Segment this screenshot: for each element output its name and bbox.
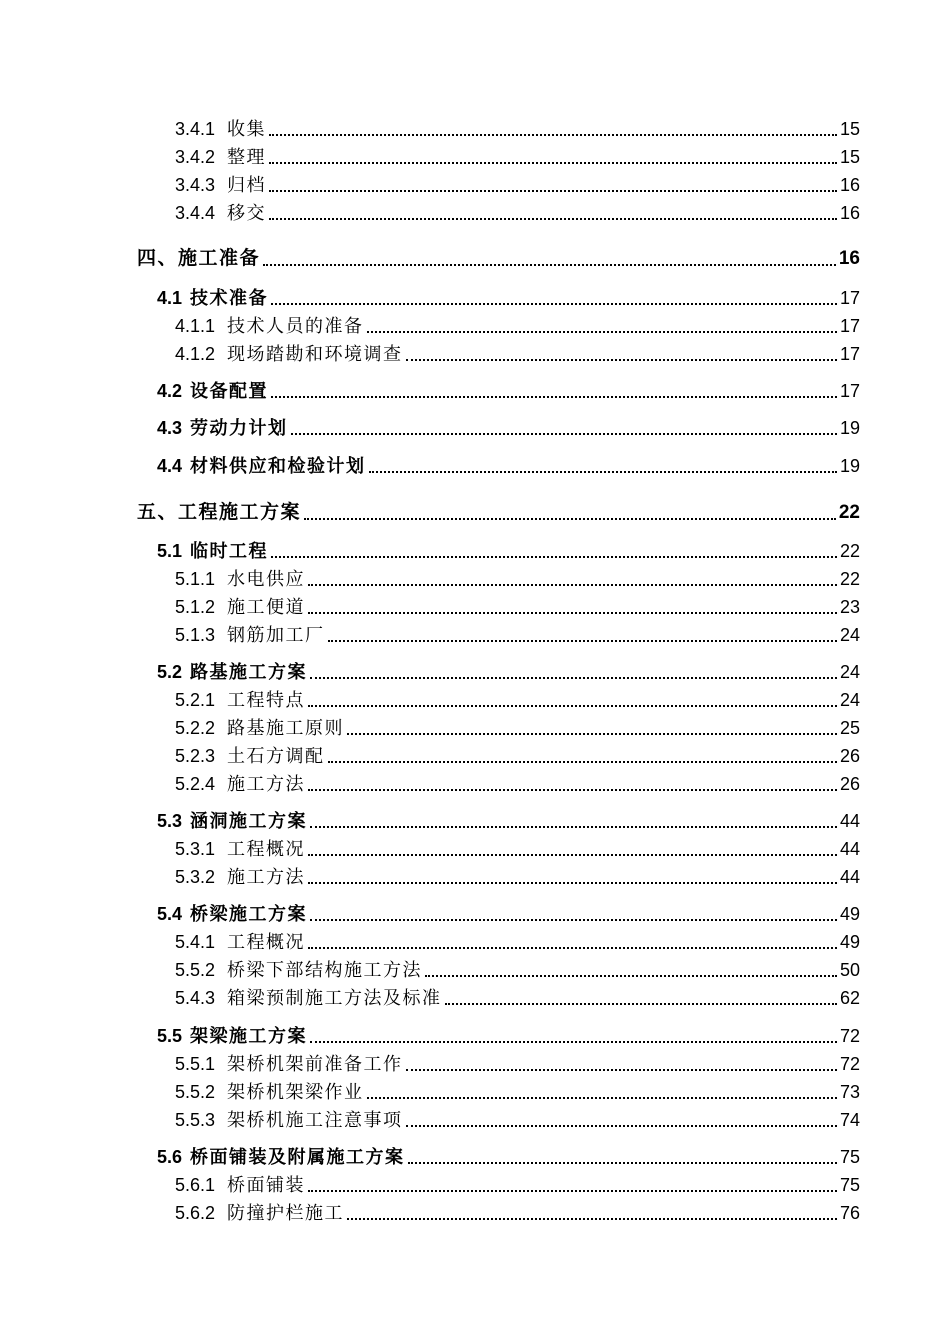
toc-entry-number: 5.4.1 — [175, 932, 216, 952]
dot-leader — [408, 1162, 837, 1164]
toc-entry-title: 架梁施工方案 — [190, 1026, 308, 1046]
toc-entry-title: 五、工程施工方案 — [137, 502, 302, 523]
toc-entry-title: 四、施工准备 — [137, 248, 261, 269]
toc-entry-number: 3.4.3 — [175, 175, 216, 195]
toc-entry-title: 架桥机架梁作业 — [227, 1082, 364, 1102]
dot-leader — [310, 826, 837, 828]
toc-entry-page-number: 26 — [839, 746, 860, 766]
toc-entry-number: 4.1.2 — [175, 344, 216, 364]
toc-entry-number: 5.1.2 — [175, 597, 216, 617]
toc-entry[interactable] — [157, 417, 860, 439]
dot-leader — [269, 190, 837, 192]
toc-entry-page-number: 16 — [839, 203, 860, 223]
toc-entry-number: 3.4.2 — [175, 147, 216, 167]
dot-leader — [328, 761, 837, 763]
dot-leader — [308, 947, 837, 949]
toc-entry-number: 5.3 — [157, 811, 183, 831]
toc-entry-number: 5.3.2 — [175, 867, 216, 887]
toc-entry-number: 3.4.1 — [175, 119, 216, 139]
toc-entry[interactable] — [175, 1053, 860, 1075]
dot-leader — [269, 162, 837, 164]
dot-leader — [291, 433, 837, 435]
toc-entry-page-number: 50 — [839, 960, 860, 980]
toc-entry[interactable] — [157, 380, 860, 402]
toc-entry-number: 5.2.2 — [175, 718, 216, 738]
toc-entry[interactable] — [137, 502, 860, 524]
toc-entry-page-number: 73 — [839, 1082, 860, 1102]
toc-entry-page-number: 23 — [839, 597, 860, 617]
toc-entry[interactable] — [175, 315, 860, 337]
toc-entry-page-number: 17 — [839, 344, 860, 364]
toc-entry[interactable] — [157, 540, 860, 562]
dot-leader — [308, 584, 837, 586]
toc-entry-page-number: 44 — [839, 867, 860, 887]
toc-entry-number: 4.4 — [157, 456, 183, 476]
toc-entry[interactable] — [137, 248, 860, 270]
toc-entry-title: 土石方调配 — [227, 746, 325, 766]
toc-entry-title: 收集 — [227, 119, 267, 139]
toc-entry-title: 劳动力计划 — [190, 418, 288, 438]
toc-entry-title: 路基施工方案 — [190, 662, 308, 682]
toc-entry-page-number: 17 — [839, 316, 860, 336]
toc-entry-page-number: 75 — [839, 1175, 860, 1195]
toc-entry[interactable] — [157, 903, 860, 925]
toc-entry[interactable] — [175, 174, 860, 196]
toc-entry[interactable] — [175, 931, 860, 953]
toc-entry-number: 5.5 — [157, 1026, 183, 1046]
toc-entry-number: 5.5.3 — [175, 1110, 216, 1130]
dot-leader — [308, 789, 837, 791]
toc-entry-number: 5.5.2 — [175, 1082, 216, 1102]
toc-entry-number: 4.2 — [157, 381, 183, 401]
toc-entry-page-number: 15 — [839, 119, 860, 139]
toc-entry-page-number: 24 — [839, 625, 860, 645]
dot-leader — [367, 331, 837, 333]
toc-entry-title: 现场踏勘和环境调查 — [227, 344, 403, 364]
toc-entry[interactable] — [175, 1174, 860, 1196]
toc-entry[interactable] — [175, 838, 860, 860]
toc-entry-title: 归档 — [227, 175, 267, 195]
toc-entry-page-number: 16 — [839, 175, 860, 195]
toc-entry-page-number: 24 — [839, 662, 860, 682]
dot-leader — [308, 1190, 837, 1192]
toc-entry-page-number: 44 — [839, 811, 860, 831]
toc-entry-number: 5.3.1 — [175, 839, 216, 859]
dot-leader — [425, 975, 837, 977]
toc-entry-title: 工程特点 — [227, 690, 306, 710]
toc-entry-number: 3.4.4 — [175, 203, 216, 223]
toc-entry[interactable] — [175, 624, 860, 646]
toc-entry[interactable] — [175, 689, 860, 711]
toc-entry-page-number: 74 — [839, 1110, 860, 1130]
toc-entry-page-number: 25 — [839, 718, 860, 738]
dot-leader — [347, 733, 837, 735]
dot-leader — [406, 359, 837, 361]
toc-entry-page-number: 17 — [839, 381, 860, 401]
toc-entry[interactable] — [175, 987, 860, 1009]
toc-entry-title: 临时工程 — [190, 541, 269, 561]
dot-leader — [310, 677, 837, 679]
toc-entry-number: 5.6 — [157, 1147, 183, 1167]
toc-entry-title: 桥面铺装 — [227, 1175, 306, 1195]
toc-entry-title: 水电供应 — [227, 569, 306, 589]
toc-entry-title: 技术人员的准备 — [227, 316, 364, 336]
toc-entry-title: 材料供应和检验计划 — [190, 456, 366, 476]
toc-entry-page-number: 19 — [839, 456, 860, 476]
toc-entry-page-number: 22 — [838, 502, 860, 523]
toc-entry[interactable] — [175, 343, 860, 365]
dot-leader — [269, 218, 837, 220]
toc-entry-page-number: 72 — [839, 1026, 860, 1046]
toc-entry[interactable] — [175, 1109, 860, 1131]
toc-entry[interactable] — [157, 1146, 860, 1168]
toc-entry-page-number: 44 — [839, 839, 860, 859]
toc-entry-title: 移交 — [227, 203, 267, 223]
toc-entry[interactable] — [157, 661, 860, 683]
toc-entry[interactable] — [175, 202, 860, 224]
dot-leader — [308, 854, 837, 856]
toc-entry-number: 4.1.1 — [175, 316, 216, 336]
toc-entry[interactable] — [157, 810, 860, 832]
toc-entry[interactable] — [175, 1081, 860, 1103]
toc-entry-number: 5.2.3 — [175, 746, 216, 766]
toc-entry-title: 整理 — [227, 147, 267, 167]
toc-entry-number: 5.5.1 — [175, 1054, 216, 1074]
toc-entry-page-number: 22 — [839, 541, 860, 561]
toc-entry-page-number: 22 — [839, 569, 860, 589]
toc-entry-page-number: 75 — [839, 1147, 860, 1167]
toc-entry[interactable] — [175, 596, 860, 618]
toc-entry[interactable] — [175, 146, 860, 168]
toc-entry-title: 架桥机施工注意事项 — [227, 1110, 403, 1130]
dot-leader — [263, 264, 836, 266]
dot-leader — [310, 919, 837, 921]
dot-leader — [328, 640, 837, 642]
toc-entry-title: 施工方法 — [227, 867, 306, 887]
toc-entry-title: 桥面铺装及附属施工方案 — [190, 1147, 405, 1167]
toc-entry-page-number: 16 — [838, 248, 860, 269]
dot-leader — [406, 1125, 837, 1127]
toc-entry[interactable] — [157, 1025, 860, 1047]
dot-leader — [304, 518, 836, 520]
toc-entry-number: 5.1 — [157, 541, 183, 561]
toc-entry-title: 防撞护栏施工 — [227, 1203, 345, 1223]
toc-entry-number: 5.6.2 — [175, 1203, 216, 1223]
dot-leader — [308, 705, 837, 707]
toc-entry[interactable] — [175, 118, 860, 140]
toc-entry-page-number: 72 — [839, 1054, 860, 1074]
dot-leader — [406, 1069, 837, 1071]
toc-entry-page-number: 26 — [839, 774, 860, 794]
toc-entry-title: 施工方法 — [227, 774, 306, 794]
toc-entry-title: 施工便道 — [227, 597, 306, 617]
toc-entry-page-number: 49 — [839, 932, 860, 952]
toc-entry[interactable] — [175, 773, 860, 795]
toc-entry[interactable] — [175, 1202, 860, 1224]
toc-entry-page-number: 62 — [839, 988, 860, 1008]
toc-entry-number: 5.4.3 — [175, 988, 216, 1008]
dot-leader — [445, 1003, 837, 1005]
toc-entry-page-number: 24 — [839, 690, 860, 710]
toc-entry-page-number: 49 — [839, 904, 860, 924]
toc-entry-title: 技术准备 — [190, 288, 269, 308]
dot-leader — [308, 612, 837, 614]
toc-entry-number: 5.2 — [157, 662, 183, 682]
toc-entry-number: 5.1.1 — [175, 569, 216, 589]
toc-entry-number: 4.1 — [157, 288, 183, 308]
toc-entry-title: 设备配置 — [190, 381, 269, 401]
dot-leader — [271, 303, 837, 305]
dot-leader — [271, 556, 837, 558]
toc-entry-title: 箱梁预制施工方法及标准 — [227, 988, 442, 1008]
toc-entry-title: 工程概况 — [227, 932, 306, 952]
dot-leader — [347, 1218, 837, 1220]
toc-entry-page-number: 19 — [839, 418, 860, 438]
toc-entry-title: 钢筋加工厂 — [227, 625, 325, 645]
toc-entry-number: 5.4 — [157, 904, 183, 924]
toc-entry[interactable] — [157, 287, 860, 309]
toc-entry-number: 5.2.4 — [175, 774, 216, 794]
toc-entry[interactable] — [175, 866, 860, 888]
toc-entry-number: 4.3 — [157, 418, 183, 438]
toc-entry-title: 涵洞施工方案 — [190, 811, 308, 831]
toc-entry-page-number: 76 — [839, 1203, 860, 1223]
dot-leader — [269, 134, 837, 136]
toc-entry[interactable] — [175, 959, 860, 981]
dot-leader — [310, 1041, 837, 1043]
dot-leader — [271, 396, 837, 398]
toc-entry[interactable] — [175, 717, 860, 739]
toc-entry-page-number: 15 — [839, 147, 860, 167]
toc-entry-title: 工程概况 — [227, 839, 306, 859]
toc-entry[interactable] — [175, 745, 860, 767]
toc-entry-number: 5.2.1 — [175, 690, 216, 710]
toc-entry-number: 5.1.3 — [175, 625, 216, 645]
dot-leader — [369, 471, 837, 473]
toc-entry-title: 桥梁下部结构施工方法 — [227, 960, 423, 980]
toc-entry-number: 5.5.2 — [175, 960, 216, 980]
toc-entry-number: 5.6.1 — [175, 1175, 216, 1195]
dot-leader — [308, 882, 837, 884]
toc-entry-title: 桥梁施工方案 — [190, 904, 308, 924]
dot-leader — [367, 1097, 837, 1099]
toc-entry[interactable] — [175, 568, 860, 590]
toc-entry-title: 路基施工原则 — [227, 718, 345, 738]
toc-entry-title: 架桥机架前准备工作 — [227, 1054, 403, 1074]
toc-entry[interactable] — [157, 455, 860, 477]
toc-entry-page-number: 17 — [839, 288, 860, 308]
